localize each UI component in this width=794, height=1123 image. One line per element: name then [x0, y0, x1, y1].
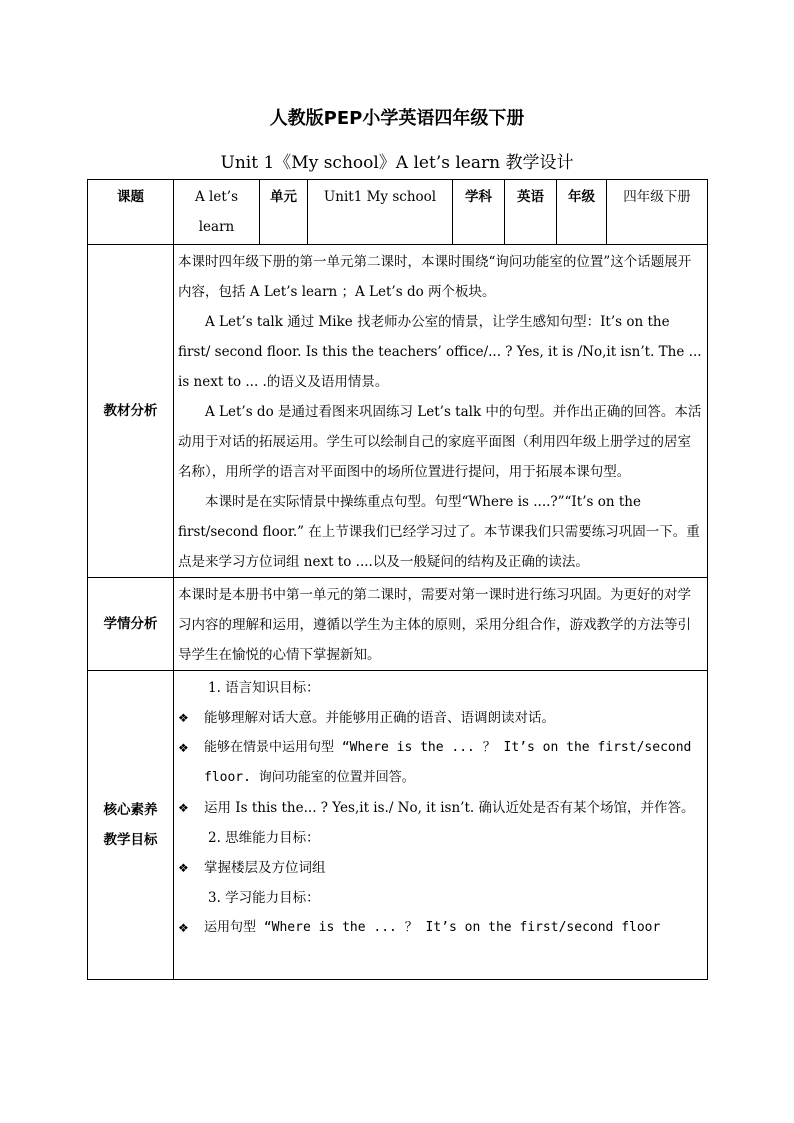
document-title: 人教版PEP小学英语四年级下册 [269, 108, 525, 129]
unit-label: 单元 [260, 180, 308, 245]
goal-bullet-4: ❖ 掌握楼层及方位词组 [178, 853, 703, 883]
grade-label: 年级 [557, 180, 607, 245]
subject-label: 学科 [453, 180, 505, 245]
diamond-bullet-icon: ❖ [178, 741, 189, 755]
material-paragraph-1: 本课时四年级下册的第一单元第二课时，本课时围绕“询问功能室的位置”这个话题展开内容，包括 A Let’s learn ；A Let’s do 两个板块。 [178, 254, 692, 300]
learner-content: 本课时是本册书中第一单元的第二课时，需要对第一课时进行练习巩固。为更好的对学习内容的理解和运用，遵循以学生为主体的原则，采用分组合作，游戏教学的方法等引导学生在愉悦的心情下掌握新知。 [174, 578, 708, 671]
subject-value: 英语 [505, 180, 557, 245]
material-paragraph-3: A Let’s do 是通过看图来巩固练习 Let’s talk 中的句型。并作出正确的回答。本活动用于对话的拓展运用。学生可以绘制自己的家庭平面图（利用四年级上册学过的居室名称），用所学的语言对平面图中的场所位置进行提问，用于拓展本课句型。 [178, 404, 702, 480]
goal-bullet-1: ❖ 能够理解对话大意。并能够用正确的语音、语调朗读对话。 [178, 703, 703, 733]
topic-value: A let’s learn [174, 180, 260, 245]
goals-label-line-2: 教学目标 [103, 832, 158, 848]
material-row [88, 245, 708, 578]
goal-bullet-2: ❖ 能够在情景中运用句型 “Where is the ... ？ It’s on the first/second floor. 询问功能室的位置并回答。 [178, 733, 703, 793]
material-label: 教材分析 [88, 245, 174, 578]
learner-row [88, 578, 708, 671]
material-paragraph-4: 本课时是在实际情景中操练重点句型。句型“Where is ....?”“It’s on the first/second floor.” 在上节课我们已经学习过了。本节课我们只需要练习巩固一下。重点是来学习方位词组 next to ....以及一般疑问的结构及正确的读法。 [178, 494, 700, 570]
diamond-bullet-icon: ❖ [178, 861, 189, 875]
goals-label-line-1: 核心素养 [103, 802, 158, 818]
goals-label [88, 671, 174, 980]
goal-bullet-5: ❖ 运用句型 “Where is the ... ？ It’s on the first/second floor [178, 913, 703, 943]
document-subtitle: Unit 1《My school》A let’s learn 教学设计 [220, 153, 574, 173]
goal-bullet-3: ❖ 运用 Is this the... ? Yes,it is./ No, it isn’t. 确认近处是否有某个场馆，并作答。 [178, 793, 703, 823]
diamond-bullet-icon: ❖ [178, 711, 189, 725]
goals-content [174, 671, 708, 980]
lesson-plan-table [87, 179, 708, 980]
diamond-bullet-icon: ❖ [178, 801, 189, 815]
learner-label: 学情分析 [88, 578, 174, 671]
unit-value: Unit1 My school [308, 180, 453, 245]
topic-label: 课题 [88, 180, 174, 245]
goal-heading-1: 1. 语言知识目标： [208, 680, 320, 696]
diamond-bullet-icon: ❖ [178, 921, 189, 935]
grade-value: 四年级下册 [607, 180, 708, 245]
material-content [174, 245, 708, 578]
goal-heading-3: 3. 学习能力目标： [208, 890, 320, 906]
header-row [88, 180, 708, 245]
material-paragraph-2: A Let’s talk 通过 Mike 找老师办公室的情景，让学生感知句型：It’s on the first/ second floor. Is this the teachers’ office/... ? Yes, it is /No,it isn’t. The ... is next to ... .的语义及语用情景。 [178, 314, 702, 390]
goal-heading-2: 2. 思维能力目标： [208, 830, 320, 846]
goals-row [88, 671, 708, 980]
